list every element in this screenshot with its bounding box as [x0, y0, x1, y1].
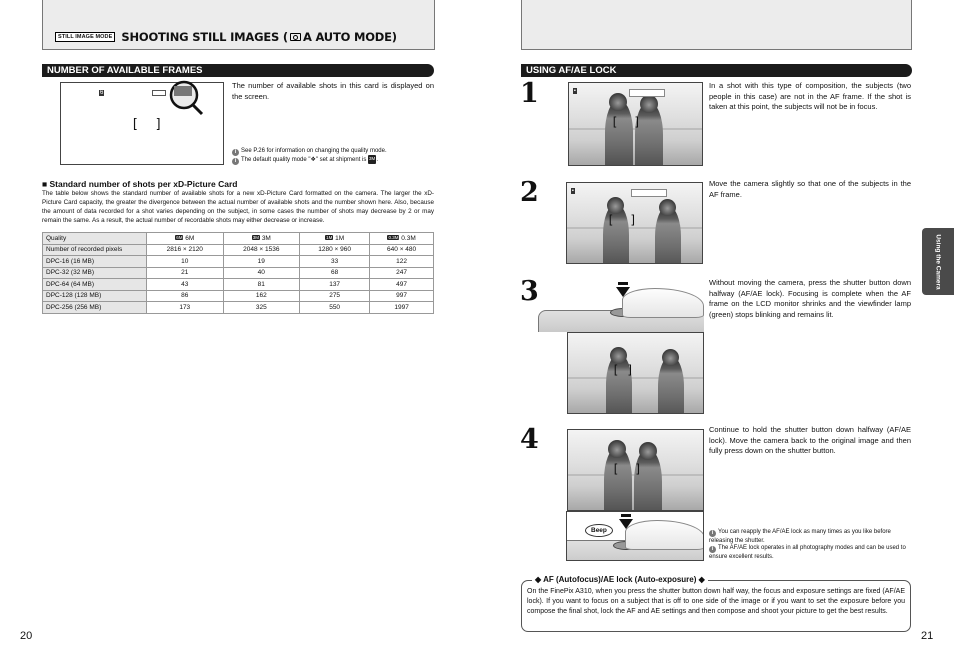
table-cell: 40 [223, 267, 300, 279]
standard-shots-paragraph: The table below shows the standard number of available shots for a new xD-Picture Card formatted on the camera. The larger the xD-Picture Card capacity, the greater the divergence between the actual number of available shots and the number shown here. Also, because the amount of data recorded for a shot varies depending on the subject, in some cases the number of shots may decrease by 2 or may remain the same. As a result, the actual number of recordable shots may either decrease or increase. [42, 190, 434, 224]
person-head [640, 95, 658, 113]
table-cell: 122 [370, 256, 434, 268]
table-cell: 21 [147, 267, 224, 279]
step-text: In a shot with this type of composition, the subjects (two people in this case) are not in the AF frame. If the shot is taken at this point, the subjects will not be in focus. [709, 81, 911, 111]
header-box [521, 0, 912, 50]
step-number: 1 [520, 78, 539, 109]
table-cell: 2048 × 1536 [223, 244, 300, 256]
quality-icon: ▪ [572, 188, 574, 194]
quality-badge: 0.3M [388, 234, 399, 240]
af-frame: [ ] [611, 115, 645, 129]
battery-icon [629, 89, 665, 97]
note-icon: i [709, 530, 716, 537]
note-text: The AF/AE lock operates in all photography modes and can be used to ensure excellent results. [709, 545, 906, 560]
table-row [43, 233, 434, 245]
note-icon: i [232, 149, 239, 156]
quality-badge: 6M [176, 234, 183, 240]
quality-badge: 3M [368, 155, 376, 164]
table-cell: 43 [147, 279, 224, 291]
note-item [709, 544, 912, 562]
press-arrow-icon [616, 287, 630, 297]
table-cell: 19 [223, 256, 300, 268]
page-number: 20 [20, 630, 33, 642]
beep-label: Beep [585, 524, 613, 537]
table-cell [370, 233, 434, 245]
note-icon: i [709, 546, 716, 553]
quality-icon: ▪ [574, 88, 576, 94]
mode-heading-prefix: SHOOTING STILL IMAGES ( [121, 30, 288, 44]
table-cell: 68 [300, 267, 370, 279]
battery-icon [631, 189, 667, 197]
table-row [43, 279, 434, 291]
person-head [639, 442, 657, 460]
table-cell: 497 [370, 279, 434, 291]
step-number: 4 [520, 424, 539, 455]
table-row-header: DPC-32 (32 MB) [43, 267, 147, 279]
table-row-header: DPC-128 (128 MB) [43, 290, 147, 302]
table-cell [300, 233, 370, 245]
step-text: Without moving the camera, press the shutter button down halfway (AF/AE lock). Focusing is complete when the AF frame on the LCD monitor shrinks and the viewfinder lamp (green) stops blinking and remains lit. [709, 278, 911, 319]
mode-tag: STILL IMAGE MODE [55, 32, 115, 42]
table-row-header: DPC-64 (64 MB) [43, 279, 147, 291]
camera-icon [290, 33, 301, 41]
quality-label: 3M [261, 234, 271, 242]
table-cell: 137 [300, 279, 370, 291]
af-frame: [ ] [607, 213, 641, 227]
table-row-header: DPC-256 (256 MB) [43, 302, 147, 314]
table-row-header: Quality [43, 233, 147, 245]
press-arrow-icon [619, 519, 633, 529]
step-number: 2 [520, 177, 539, 208]
mode-heading-suffix: A AUTO MODE) [302, 30, 397, 44]
quality-label: 6M [185, 234, 195, 242]
side-tab-label: Using the Camera [934, 233, 942, 290]
table-cell: 173 [147, 302, 224, 314]
step-photo [567, 429, 704, 511]
mode-title [55, 30, 397, 44]
person-head [662, 349, 679, 366]
press-arrow [621, 514, 631, 517]
table-cell: 10 [147, 256, 224, 268]
note-item [709, 528, 912, 546]
af-frame: [ ] [612, 462, 646, 476]
note-text: You can reapply the AF/AE lock as many times as you like before releasing the shutter. [709, 529, 891, 544]
finger [625, 520, 704, 550]
person-head [608, 440, 626, 458]
magnifier-icon [164, 78, 214, 118]
table-cell: 997 [370, 290, 434, 302]
press-arrow [618, 282, 628, 285]
standard-shots-heading: ■ Standard number of shots per xD-Picture Card [42, 179, 238, 189]
page-number: 21 [921, 630, 934, 642]
quality-label: 1M [335, 234, 345, 242]
table-cell: 640 × 480 [370, 244, 434, 256]
table-cell: 162 [223, 290, 300, 302]
table-cell: 2816 × 2120 [147, 244, 224, 256]
person-head [609, 93, 627, 111]
shutter-half-press-illustration [538, 280, 704, 332]
quality-label: 0.3M [401, 234, 416, 242]
table-cell: 1280 × 960 [300, 244, 370, 256]
table-cell: 247 [370, 267, 434, 279]
note-item: i The default quality mode "❖" set at shipment is 3M. [232, 155, 437, 165]
af-ae-info-text: On the FinePix A310, when you press the shutter button down half way, the focus and exposure settings are fixed (AF/AE lock). If you want to focus on a subject that is off to one side of the image or if you want to set the exposure before you compose the final shot, lock the AF and AE settings and then compose and shoot your picture to get the best results. [527, 588, 905, 615]
step-number: 3 [520, 276, 539, 307]
af-frame: [ ] [131, 117, 167, 132]
table-cell: 550 [300, 302, 370, 314]
step-text: Continue to hold the shutter button down halfway (AF/AE lock). Move the camera back to the original image and then fully press down on the shutter button. [709, 425, 911, 455]
af-ae-info-title: ◆ AF (Autofocus)/AE lock (Auto-exposure) ◆ [532, 575, 708, 584]
table-row [43, 302, 434, 314]
note-text: The default quality mode "❖" set at shipment is [241, 157, 367, 163]
table-cell: 33 [300, 256, 370, 268]
section-title-af-ae-lock: USING AF/AE LOCK [521, 64, 912, 77]
table-row [43, 256, 434, 268]
note-text: See P.26 for information on changing the quality mode. [241, 148, 387, 154]
table-cell: 1997 [370, 302, 434, 314]
table-cell [223, 233, 300, 245]
table-cell: 325 [223, 302, 300, 314]
quality-badge: 3M [252, 234, 259, 240]
table-cell: 275 [300, 290, 370, 302]
shutter-full-press-illustration [566, 511, 704, 561]
shots-table [42, 232, 434, 314]
af-frame-locked: [ ] [612, 363, 634, 377]
step-photo [568, 82, 703, 166]
person-head [610, 347, 627, 364]
table-row-header: Number of recorded pixels [43, 244, 147, 256]
table-row [43, 290, 434, 302]
table-cell: 86 [147, 290, 224, 302]
table-cell: 81 [223, 279, 300, 291]
person-head [659, 199, 676, 216]
table-row-header: DPC-16 (16 MB) [43, 256, 147, 268]
step-photo [567, 332, 704, 414]
finger [622, 288, 704, 318]
step-text: Move the camera slightly so that one of the subjects in the AF frame. [709, 179, 911, 199]
quality-badge: 1M [326, 234, 333, 240]
quality-icon: 6 [100, 90, 104, 96]
note-icon: i [232, 158, 239, 165]
step-photo [566, 182, 703, 264]
table-cell [147, 233, 224, 245]
table-row [43, 244, 434, 256]
chapter-side-tab [922, 228, 954, 295]
person-head [607, 197, 624, 214]
mode-heading [121, 30, 396, 44]
frames-intro-text: The number of available shots in this card is displayed on the screen. [232, 81, 434, 101]
section-title-frames: NUMBER OF AVAILABLE FRAMES [42, 64, 434, 77]
table-row [43, 267, 434, 279]
